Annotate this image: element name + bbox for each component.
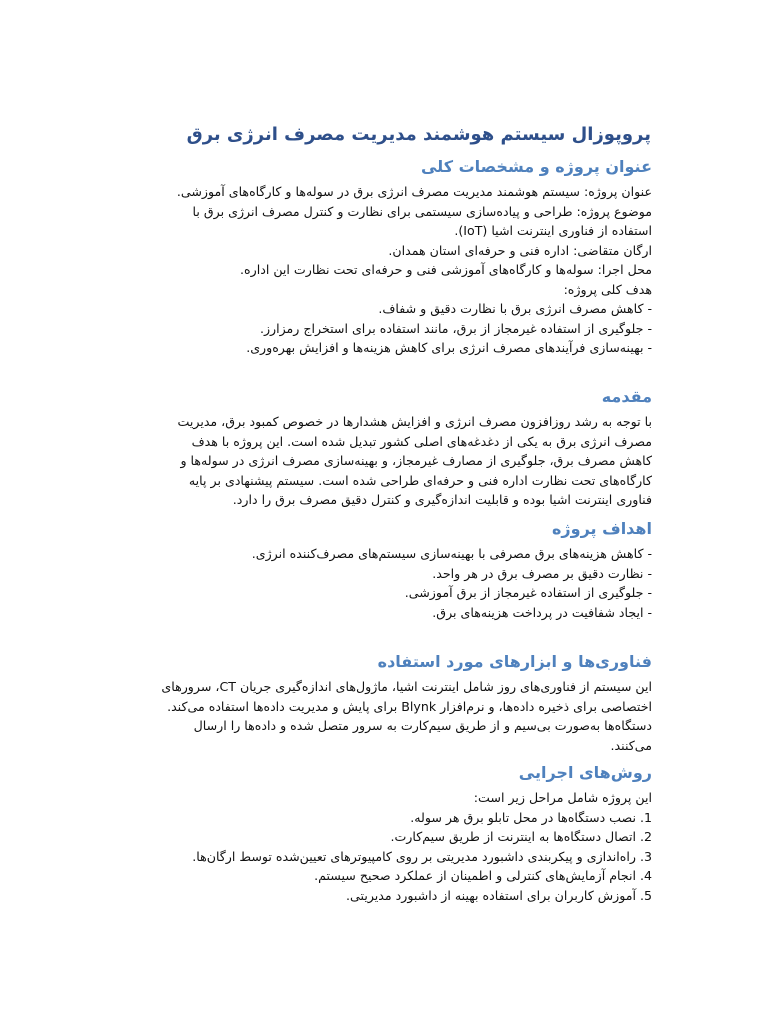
list-item: 5. آموزش کاربران برای استفاده بهینه از داشبورد مدیریتی.: [346, 887, 652, 903]
list-item: 1. نصب دستگاه‌ها در محل تابلو برق هر سوله.: [410, 809, 652, 825]
section-technologies: [112, 651, 652, 755]
text-line: موضوع پروژه: طراحی و پیاده‌سازی سیستمی برای نظارت و کنترل مصرف انرژی برق با: [192, 203, 652, 219]
section-heading-intro: مقدمه: [601, 387, 652, 406]
text-line: این سیستم از فناوری‌های روز شامل اینترنت اشیا، ماژول‌های اندازه‌گیری جریان CT، سرورهای: [161, 679, 652, 694]
list-item: 2. اتصال دستگاه‌ها به اینترنت از طریق سیم‌کارت.: [390, 829, 652, 844]
text-line: استفاده از فناوری اینترنت اشیا (IoT).: [454, 223, 652, 238]
list-item: - بهینه‌سازی فرآیندهای مصرف انرژی برای کاهش هزینه‌ها و افزایش بهره‌وری.: [246, 340, 652, 355]
list-item: - جلوگیری از استفاده غیرمجاز از برق، مانند استفاده برای استخراج رمزارز.: [259, 320, 652, 336]
section-goals: [112, 518, 652, 622]
text-line: فناوری اینترنت اشیا بوده و قابلیت اندازه‌گیری و کنترل دقیق مصرف برق را دارد.: [232, 492, 652, 507]
section-heading-general: عنوان پروژه و مشخصات کلی: [420, 157, 652, 176]
section-methods: [112, 762, 652, 905]
list-item: - جلوگیری از استفاده غیرمجاز از برق آموزشی.: [404, 585, 652, 600]
text-line: کاهش مصرف برق، جلوگیری از مصارف غیرمجاز، و بهینه‌سازی مصرف انرژی در سوله‌ها و: [180, 453, 652, 468]
text-line: هدف کلی پروژه:: [563, 281, 652, 297]
list-item: - کاهش هزینه‌های برق مصرفی با بهینه‌سازی سیستم‌های مصرف‌کننده انرژی.: [251, 546, 652, 561]
list-item: 4. انجام آزمایش‌های کنترلی و اطمینان از عملکرد صحیح سیستم.: [314, 868, 652, 883]
text-line: این پروژه شامل مراحل زیر است:: [473, 790, 652, 805]
text-line: کارگاه‌های تحت نظارت اداره فنی و حرفه‌ای طراحی شده است. سیستم پیشنهادی بر پایه: [188, 472, 652, 488]
list-item: - ایجاد شفافیت در پرداخت هزینه‌های برق.: [432, 604, 652, 620]
text-line: عنوان پروژه: سیستم هوشمند مدیریت مصرف انرژی برق در سوله‌ها و کارگاه‌های آموزشی.: [176, 184, 652, 199]
section-heading-goals: اهداف پروژه: [551, 519, 652, 538]
list-item: 3. راه‌اندازی و پیکربندی داشبورد مدیریتی بر روی کامپیوترهای تعیین‌شده توسط ارگان‌ها.: [192, 848, 652, 864]
text-line: مصرف انرژی برق به یکی از دغدغه‌های اصلی کشور تبدیل شده است. این پروژه با هدف: [191, 433, 652, 449]
section-intro: [112, 386, 652, 510]
document-title: پروپوزال سیستم هوشمند مدیریت مصرف انرژی برق: [186, 124, 651, 145]
text-line: محل اجرا: سوله‌ها و کارگاه‌های آموزشی فنی و حرفه‌ای تحت نظارت این اداره.: [240, 262, 652, 277]
text-line: می‌کنند.: [610, 737, 652, 753]
section-general: [112, 156, 652, 358]
section-heading-technologies: فناوری‌ها و ابزارهای مورد استفاده: [377, 652, 652, 671]
text-line: اختصاصی برای ذخیره داده‌ها، و نرم‌افزار Blynk برای پایش و مدیریت داده‌ها استفاده می‌کند.: [167, 698, 652, 714]
text-line: ارگان متقاضی: اداره فنی و حرفه‌ای استان همدان.: [388, 242, 652, 258]
list-item: - نظارت دقیق بر مصرف برق در هر واحد.: [432, 565, 652, 581]
list-item: - کاهش مصرف انرژی برق با نظارت دقیق و شفاف.: [378, 301, 652, 316]
text-line: با توجه به رشد روزافزون مصرف انرژی و افزایش هشدارها در خصوص کمبود برق، مدیریت: [177, 414, 652, 429]
text-line: دستگاه‌ها به‌صورت بی‌سیم و از طریق سیم‌کارت به سرور متصل شده و داده‌ها را ارسال: [193, 718, 652, 733]
section-heading-methods: روش‌های اجرایی: [518, 763, 652, 782]
